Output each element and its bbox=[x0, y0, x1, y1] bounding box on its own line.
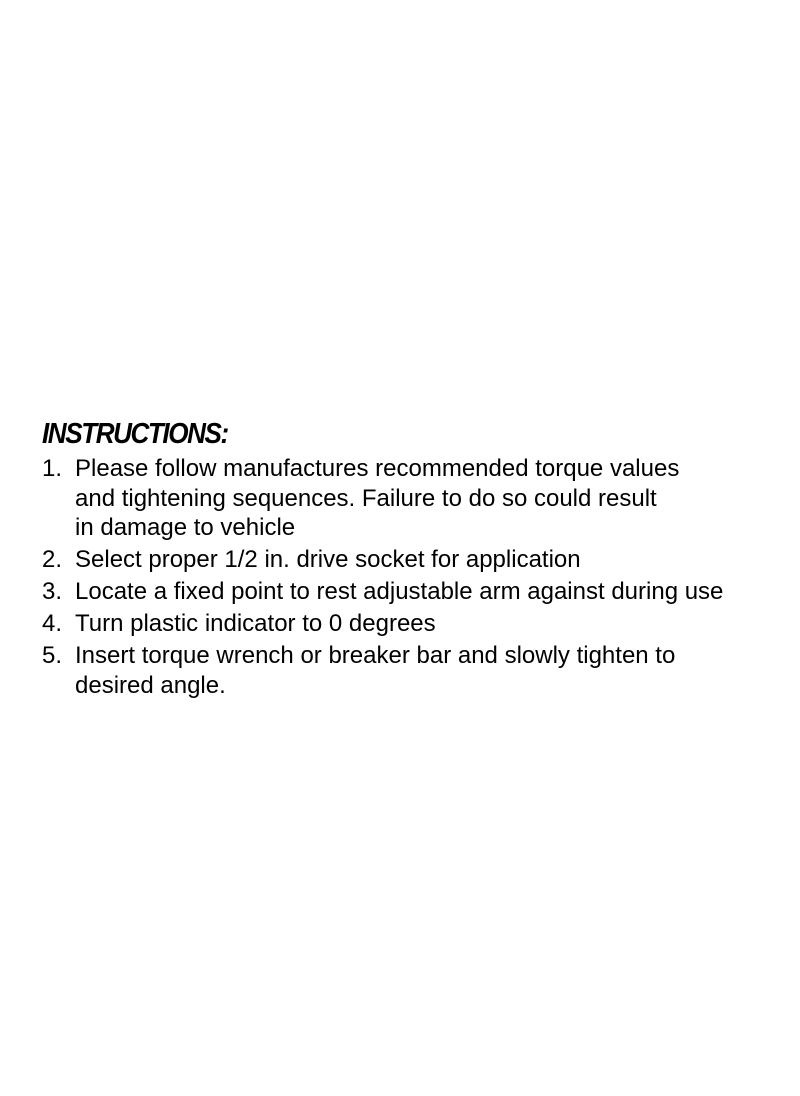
instructions-heading: INSTRUCTIONS: bbox=[42, 418, 228, 450]
step-number: 2. bbox=[42, 546, 63, 573]
instruction-step-2 bbox=[42, 545, 794, 575]
step-number: 3. bbox=[42, 578, 63, 605]
step-number: 4. bbox=[42, 610, 63, 637]
step-number: 1. bbox=[42, 455, 63, 482]
step-text: Locate a fixed point to rest adjustable arm against during use bbox=[75, 578, 724, 605]
instruction-step-3 bbox=[42, 577, 794, 607]
step-text: Insert torque wrench or breaker bar and slowly tighten to desired angle. bbox=[75, 642, 676, 699]
instructions-section bbox=[42, 416, 794, 703]
step-text: Turn plastic indicator to 0 degrees bbox=[75, 610, 436, 637]
instruction-step-4 bbox=[42, 609, 794, 639]
instruction-step-5 bbox=[42, 641, 794, 700]
step-number: 5. bbox=[42, 642, 63, 669]
step-text: Select proper 1/2 in. drive socket for application bbox=[75, 546, 581, 573]
instruction-step-1 bbox=[42, 454, 794, 543]
step-text: Please follow manufactures recommended torque values and tightening sequences. Failure to do so could result in damage to vehicle bbox=[75, 455, 680, 541]
instruction-steps-list bbox=[42, 454, 794, 700]
